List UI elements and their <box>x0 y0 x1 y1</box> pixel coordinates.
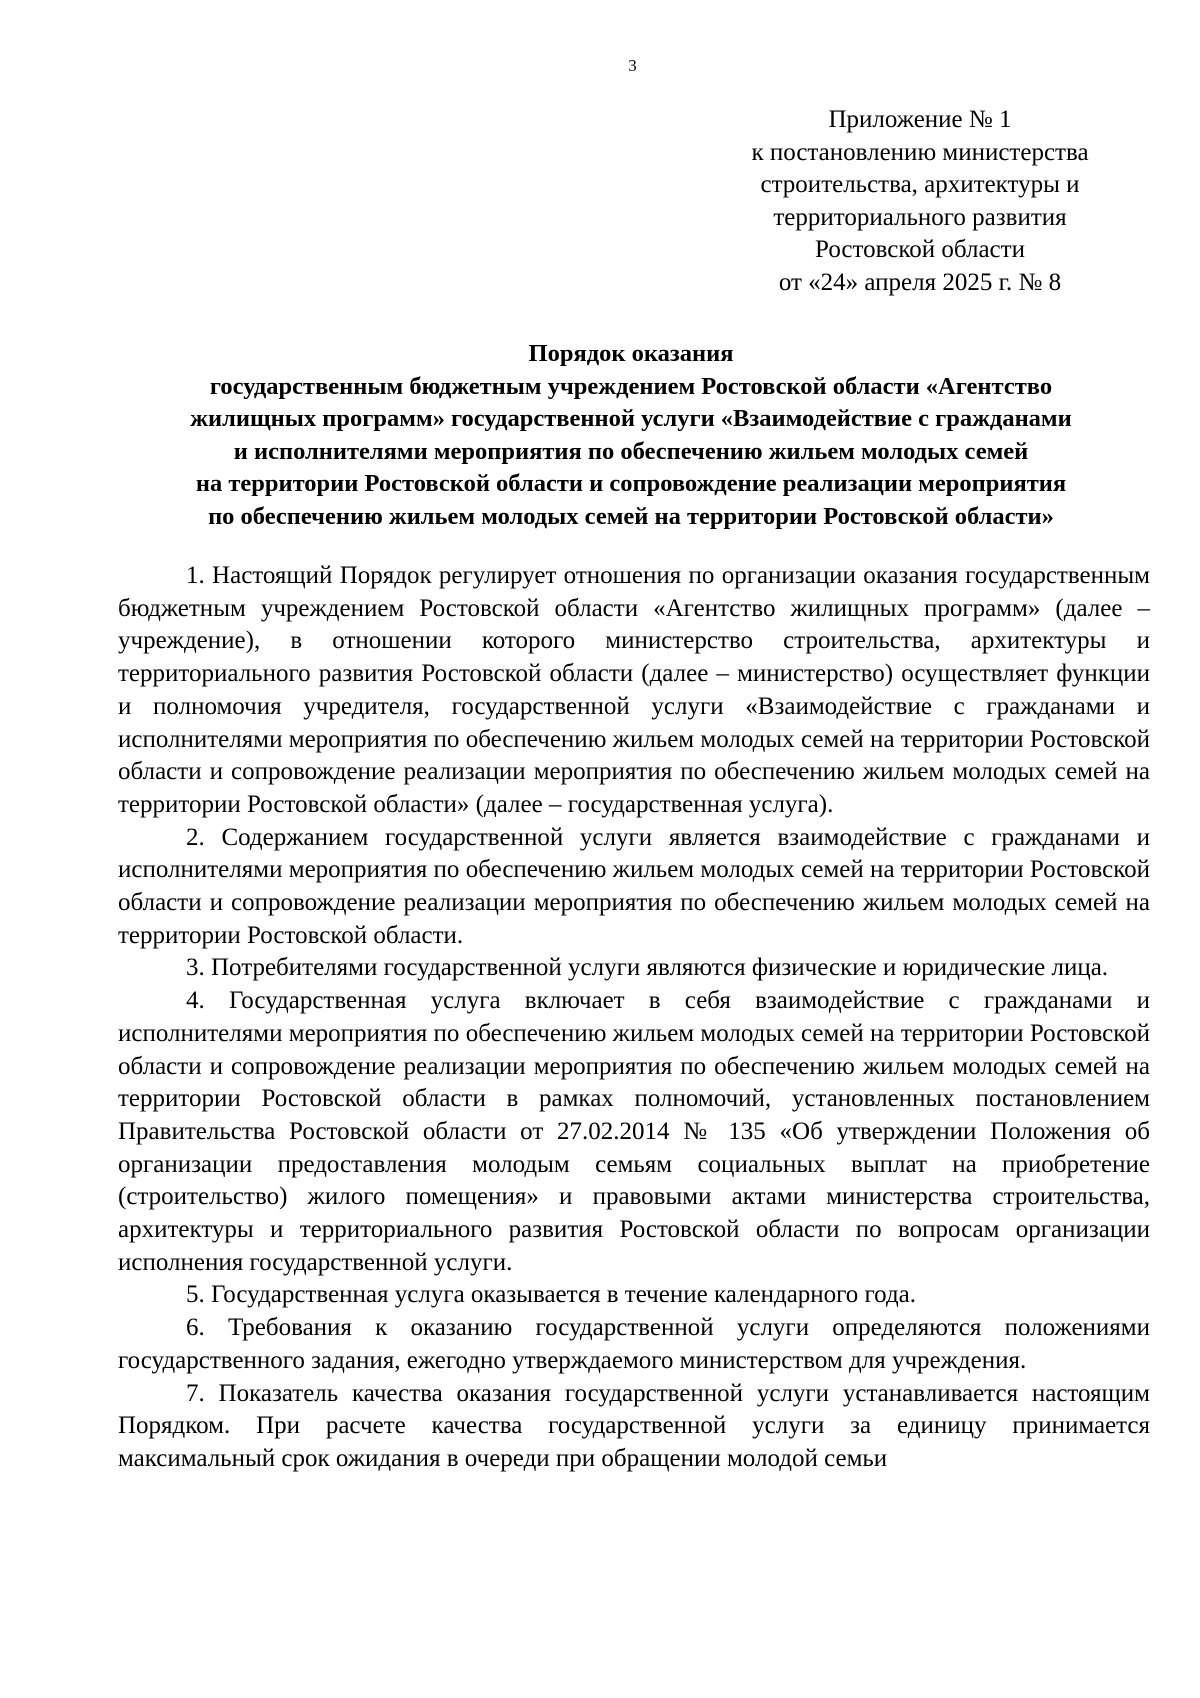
appendix-header <box>720 104 1120 299</box>
appendix-line: территориального развития <box>773 203 1067 231</box>
paragraph-7: 7. Показатель качества оказания государственной услуги устанавливается настоящим Порядком. При расчете качества государственной услуги за единицу принимается максимальный срок ожидания в очереди при обращении молодой семьи <box>118 1379 1150 1472</box>
appendix-line: от «24» апреля 2025 г. № 8 <box>778 268 1062 296</box>
title-line: жилищных программ» государственной услуги «Взаимодействие с гражданами <box>190 405 1072 432</box>
paragraph-3: 3. Потребителями государственной услуги являются физические и юридические лица. <box>186 954 1109 982</box>
title-line: и исполнителями мероприятия по обеспечению жильем молодых семей <box>233 437 1029 465</box>
paragraph-6: 6. Требования к оказанию государственной услуги определяются положениями государственного задания, ежегодно утверждаемого министерством для учреждения. <box>118 1314 1150 1374</box>
paragraph-1: 1. Настоящий Порядок регулирует отношения по организации оказания государственным бюджетным учреждением Ростовской области «Агентство жилищных программ» (далее – учреждение), в отношении которого министерство строительства, архитектуры и территориального развития Ростовской области (далее – министерство) осуществляет функции и полномочия учредителя, государственной услуги «Взаимодействие с гражданами и исполнителями мероприятия по обеспечению жильем молодых семей на территории Ростовской области и сопровождение реализации мероприятия по обеспечению жильем молодых семей на территории Ростовской области» (далее – государственная услуга). <box>118 562 1150 818</box>
appendix-line: Приложение № 1 <box>828 106 1012 133</box>
appendix-line: Ростовской области <box>815 236 1025 263</box>
title-line: на территории Ростовской области и сопровождение реализации мероприятия <box>195 470 1067 497</box>
page-number: 3 <box>628 56 637 75</box>
appendix-line: к постановлению министерства <box>751 138 1089 166</box>
paragraph-2: 2. Содержанием государственной услуги является взаимодействие с гражданами и исполнителями мероприятия по обеспечению жильем молодых семей на территории Ростовской области и сопровождение реализации мероприятия по обеспечению жильем молодых семей на территории Ростовской области. <box>118 823 1150 949</box>
paragraph-4: 4. Государственная услуга включает в себя взаимодействие с гражданами и исполнителями мероприятия по обеспечению жильем молодых семей на территории Ростовской области и сопровождение реализации мероприятия по обеспечению жильем молодых семей на территории Ростовской области в рамках полномочий, установленных постановлением Правительства Ростовской области от 27.02.2014 № 135 «Об утверждении Положения об организации предоставления молодым семьям социальных выплат на приобретение (строительство) жилого помещения» и правовыми актами министерства строительства, архитектуры и территориального развития Ростовской области по вопросам организации исполнения государственной услуги. <box>118 987 1150 1276</box>
title-line: Порядок оказания <box>528 340 734 367</box>
title-line: государственным бюджетным учреждением Ростовской области «Агентство <box>209 372 1053 400</box>
document-title <box>112 338 1150 533</box>
paragraph-5: 5. Государственная услуга оказывается в течение календарного года. <box>186 1281 917 1309</box>
title-line: по обеспечению жильем молодых семей на территории Ростовской области» <box>208 502 1054 530</box>
appendix-line: строительства, архитектуры и <box>760 171 1080 198</box>
document-body <box>118 560 1150 1476</box>
